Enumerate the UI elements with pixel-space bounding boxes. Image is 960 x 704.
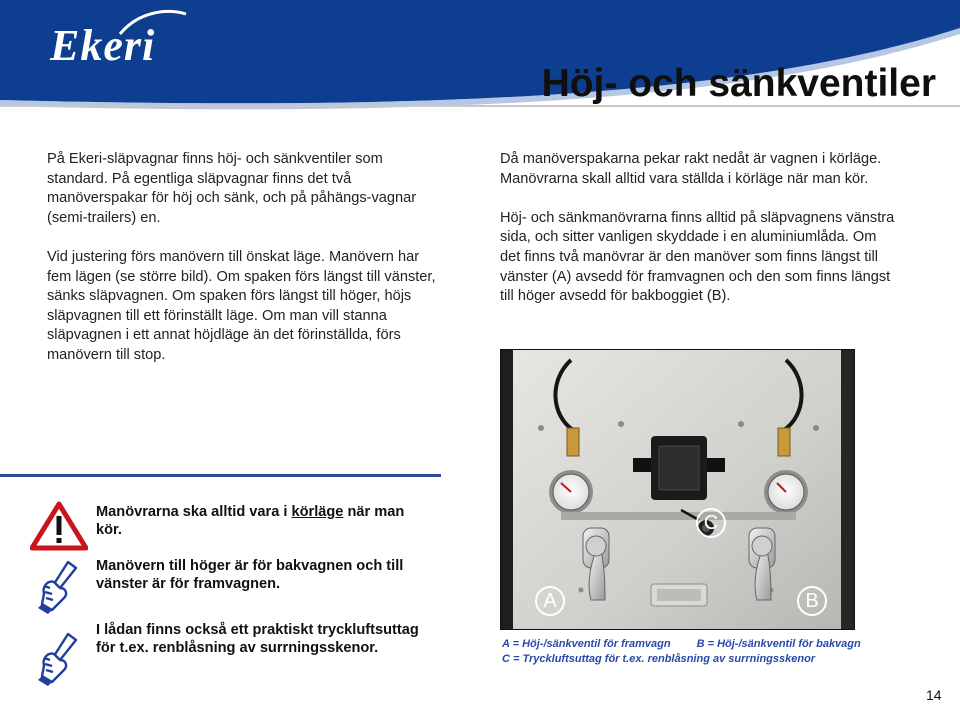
right-column (500, 150, 900, 326)
ekeri-logo: Ekeri (50, 21, 156, 70)
valve-panel-photo (500, 349, 855, 630)
page-title: Höj- och sänkventiler (541, 62, 936, 105)
logo-swoosh (118, 8, 188, 38)
right-paragraph-2: Höj- och sänkmanövrarna finns alltid på släpvagnens vänstra sida, och sitter vanligen skyddade i en aluminiumlåda. Om det finns två manövrar är den manöver som finns längst till vänster (A) avsedd för framvagnen och den som finns längst till höger avsedd för bakboggiet (B). (500, 209, 895, 305)
left-paragraph-2: Vid justering förs manövern till önskat läge. Manövern har fem lägen (se större bild). Om spaken förs längst till vänster, sänks släpvagnen. Om spaken förs längst till höger, höjs släpvagnen till ett förinställt läge. Om man vill stanna släpvagnen i ett annat höjdläge än det förinställda, förs manövern till stop. (47, 248, 436, 363)
page-number: 14 (926, 687, 942, 703)
title-rule (0, 105, 960, 107)
note-air-outlet-text: I lådan finns också ett praktiskt tryckluftsuttag för t.ex. renblåsning av surrningsskenor. (96, 622, 419, 656)
note-levers-text: Manövern till höger är för bakvagnen och till vänster är för framvagnen. (96, 558, 404, 592)
note-warning-text: Manövrarna ska alltid vara i körläge när man kör. (96, 504, 405, 538)
photo-label-c: C (696, 508, 726, 538)
caption-a: A = Höj-/sänkventil för framvagn (502, 638, 671, 650)
left-column (47, 150, 442, 385)
pointing-hand-icon (30, 558, 88, 614)
section-divider (0, 474, 441, 477)
photo-caption (502, 637, 922, 667)
caption-c: C = Tryckluftsuttag för t.ex. renblåsning av surrningsskenor (502, 653, 816, 665)
photo-label-a: A (535, 586, 565, 616)
pointing-hand-icon (30, 630, 88, 686)
caption-b: B = Höj-/sänkventil för bakvagn (696, 638, 861, 650)
right-paragraph-1: Då manöverspakarna pekar rakt nedåt är vagnen i körläge. Manövrarna skall alltid vara ställda i körläge när man kör. (500, 151, 882, 187)
photo-label-b: B (797, 586, 827, 616)
warning-icon (30, 498, 88, 554)
left-paragraph-1: På Ekeri-släpvagnar finns höj- och sänkventiler som standard. På egentliga släpvagnar finns det två manöverspakar för höj och sänk, och på påhängs-vagnar (semi-trailers) en. (47, 151, 417, 226)
